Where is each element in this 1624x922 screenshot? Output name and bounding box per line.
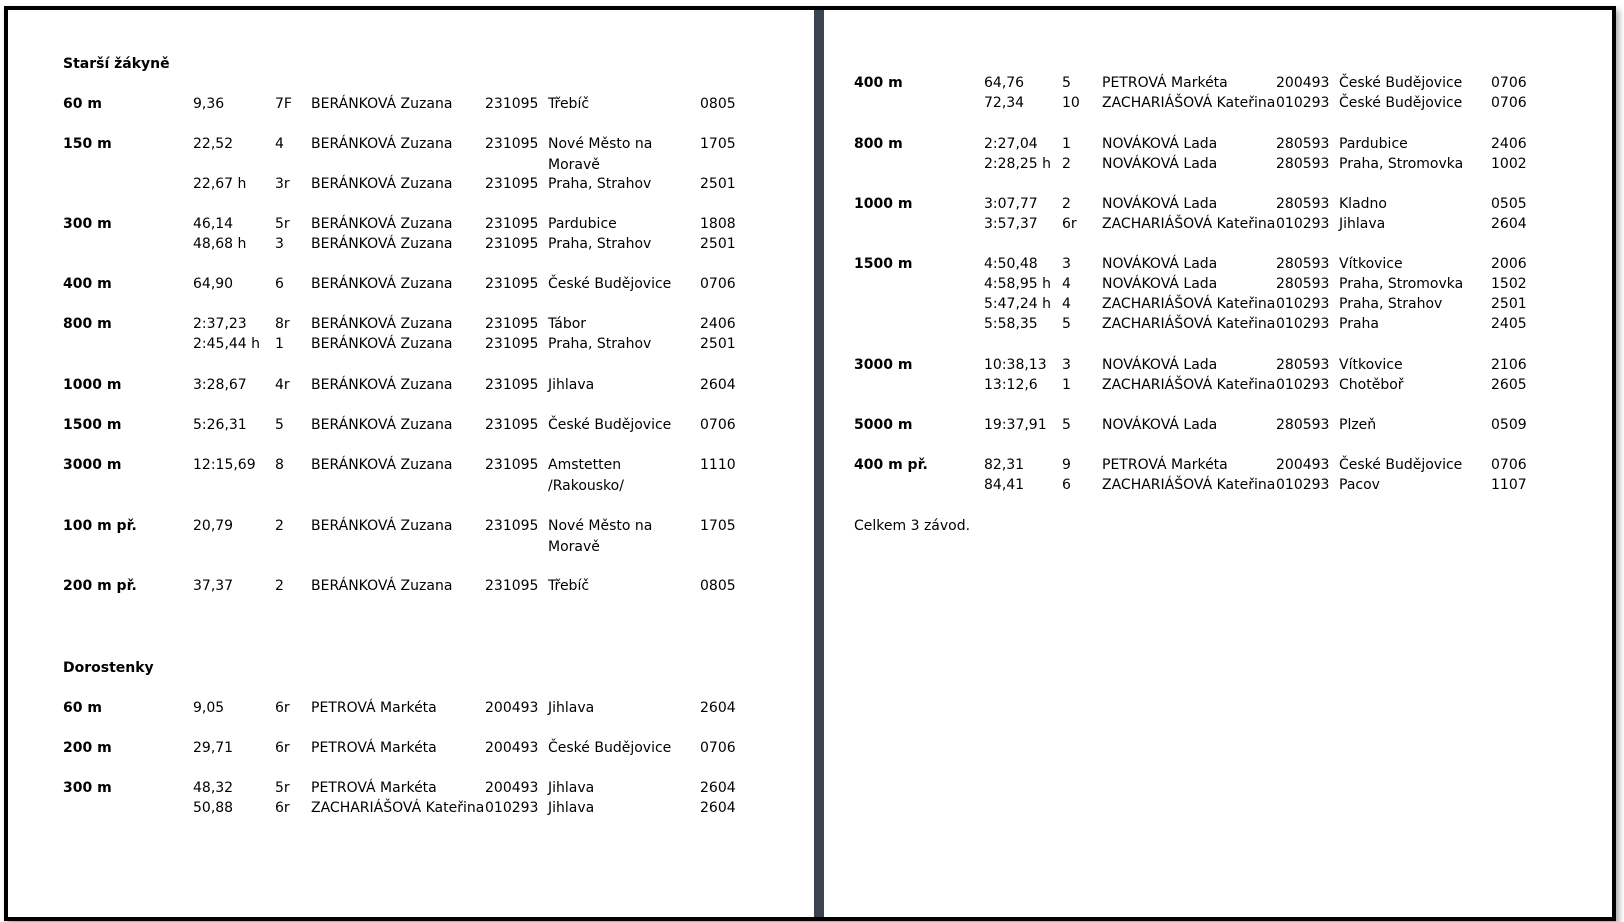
athlete-name-cell: NOVÁKOVÁ Lada (1102, 417, 1218, 433)
birthdate-cell: 010293 (1276, 216, 1330, 232)
event-cell: 400 m (854, 75, 903, 91)
place-cell: 2 (275, 518, 284, 534)
venue-cell: Amstetten /Rakousko/ (548, 457, 624, 494)
event-cell: 5000 m (854, 417, 913, 433)
athlete-name-cell: ZACHARIÁŠOVÁ Kateřina (1102, 216, 1276, 232)
time-cell: 64,90 (193, 276, 234, 292)
time-cell: 2:45,44 h (193, 336, 261, 352)
birthdate-cell: 231095 (485, 377, 539, 393)
date-cell: 1808 (700, 216, 736, 232)
place-cell: 5 (1062, 75, 1071, 91)
date-cell: 0706 (1491, 75, 1527, 91)
place-cell: 2 (1062, 156, 1071, 172)
time-cell: 22,67 h (193, 176, 247, 192)
time-cell: 48,68 h (193, 236, 247, 252)
date-cell: 2501 (1491, 296, 1527, 312)
date-cell: 0706 (1491, 95, 1527, 111)
time-cell: 12:15,69 (193, 457, 256, 473)
time-cell: 19:37,91 (984, 417, 1047, 433)
date-cell: 1110 (700, 457, 736, 473)
date-cell: 0706 (700, 740, 736, 756)
date-cell: 0805 (700, 96, 736, 112)
place-cell: 4 (275, 136, 284, 152)
time-cell: 13:12,6 (984, 377, 1038, 393)
date-cell: 2406 (1491, 136, 1527, 152)
athlete-name-cell: PETROVÁ Markéta (311, 780, 437, 796)
event-cell: 1500 m (63, 417, 122, 433)
venue-cell: Tábor (548, 316, 587, 332)
place-cell: 10 (1062, 95, 1080, 111)
athlete-name-cell: BERÁNKOVÁ Zuzana (311, 457, 453, 473)
venue-cell: Jihlava (548, 700, 595, 716)
birthdate-cell: 010293 (1276, 296, 1330, 312)
date-cell: 2406 (700, 316, 736, 332)
place-cell: 4r (275, 377, 290, 393)
event-cell: 60 m (63, 700, 102, 716)
birthdate-cell: 010293 (1276, 316, 1330, 332)
time-cell: 3:28,67 (193, 377, 247, 393)
birthdate-cell: 280593 (1276, 417, 1330, 433)
date-cell: 2006 (1491, 256, 1527, 272)
venue-cell: Jihlava (548, 377, 595, 393)
athlete-name-cell: BERÁNKOVÁ Zuzana (311, 417, 453, 433)
place-cell: 1 (1062, 377, 1071, 393)
athlete-name-cell: ZACHARIÁŠOVÁ Kateřina (311, 800, 485, 816)
athlete-name-cell: BERÁNKOVÁ Zuzana (311, 236, 453, 252)
page-right (824, 10, 1612, 917)
place-cell: 2 (1062, 196, 1071, 212)
athlete-name-cell: NOVÁKOVÁ Lada (1102, 156, 1218, 172)
event-cell: 1000 m (854, 196, 913, 212)
birthdate-cell: 231095 (485, 518, 539, 534)
venue-cell: České Budějovice (548, 276, 672, 292)
date-cell: 2405 (1491, 316, 1527, 332)
time-cell: 4:58,95 h (984, 276, 1052, 292)
venue-cell: Jihlava (1339, 216, 1386, 232)
birthdate-cell: 200493 (485, 700, 539, 716)
event-cell: 100 m př. (63, 518, 137, 534)
athlete-name-cell: BERÁNKOVÁ Zuzana (311, 136, 453, 152)
birthdate-cell: 231095 (485, 96, 539, 112)
birthdate-cell: 231095 (485, 236, 539, 252)
athlete-name-cell: BERÁNKOVÁ Zuzana (311, 518, 453, 534)
birthdate-cell: 231095 (485, 176, 539, 192)
athlete-name-cell: ZACHARIÁŠOVÁ Kateřina (1102, 316, 1276, 332)
venue-cell: Praha, Strahov (548, 176, 652, 192)
place-cell: 1 (1062, 136, 1071, 152)
athlete-name-cell: BERÁNKOVÁ Zuzana (311, 578, 453, 594)
time-cell: 72,34 (984, 95, 1025, 111)
event-cell: 400 m (63, 276, 112, 292)
athlete-name-cell: PETROVÁ Markéta (1102, 75, 1228, 91)
athlete-name-cell: BERÁNKOVÁ Zuzana (311, 336, 453, 352)
birthdate-cell: 280593 (1276, 196, 1330, 212)
venue-cell: Jihlava (548, 800, 595, 816)
birthdate-cell: 231095 (485, 417, 539, 433)
document-frame (4, 6, 1616, 921)
venue-cell: Praha (1339, 316, 1379, 332)
time-cell: 9,36 (193, 96, 225, 112)
time-cell: 3:57,37 (984, 216, 1038, 232)
date-cell: 0505 (1491, 196, 1527, 212)
athlete-name-cell: NOVÁKOVÁ Lada (1102, 256, 1218, 272)
time-cell: 5:47,24 h (984, 296, 1052, 312)
footer-total: Celkem 3 závod. (854, 518, 971, 534)
venue-cell: Jihlava (548, 780, 595, 796)
event-cell: 1500 m (854, 256, 913, 272)
time-cell: 46,14 (193, 216, 234, 232)
venue-cell: České Budějovice (548, 417, 672, 433)
place-cell: 3r (275, 176, 290, 192)
date-cell: 2604 (700, 780, 736, 796)
venue-cell: Praha, Strahov (1339, 296, 1443, 312)
time-cell: 2:37,23 (193, 316, 247, 332)
event-cell: 800 m (854, 136, 903, 152)
venue-cell: České Budějovice (548, 740, 672, 756)
date-cell: 2604 (700, 700, 736, 716)
athlete-name-cell: PETROVÁ Markéta (311, 740, 437, 756)
time-cell: 3:07,77 (984, 196, 1038, 212)
place-cell: 5 (1062, 316, 1071, 332)
event-cell: 200 m př. (63, 578, 137, 594)
place-cell: 5r (275, 216, 290, 232)
birthdate-cell: 200493 (485, 740, 539, 756)
date-cell: 1107 (1491, 477, 1527, 493)
date-cell: 0509 (1491, 417, 1527, 433)
date-cell: 2604 (1491, 216, 1527, 232)
time-cell: 82,31 (984, 457, 1025, 473)
date-cell: 0805 (700, 578, 736, 594)
birthdate-cell: 280593 (1276, 357, 1330, 373)
place-cell: 3 (1062, 256, 1071, 272)
place-cell: 6r (1062, 216, 1077, 232)
venue-cell: Praha, Strahov (548, 236, 652, 252)
place-cell: 6 (1062, 477, 1071, 493)
birthdate-cell: 231095 (485, 578, 539, 594)
event-cell: 3000 m (63, 457, 122, 473)
birthdate-cell: 231095 (485, 216, 539, 232)
event-cell: 150 m (63, 136, 112, 152)
birthdate-cell: 010293 (485, 800, 539, 816)
place-cell: 3 (275, 236, 284, 252)
place-cell: 6r (275, 800, 290, 816)
venue-cell: Praha, Stromovka (1339, 276, 1464, 292)
time-cell: 22,52 (193, 136, 234, 152)
birthdate-cell: 010293 (1276, 477, 1330, 493)
date-cell: 1705 (700, 518, 736, 534)
event-cell: 3000 m (854, 357, 913, 373)
venue-cell: České Budějovice (1339, 95, 1463, 111)
venue-cell: Třebíč (548, 96, 590, 112)
athlete-name-cell: ZACHARIÁŠOVÁ Kateřina (1102, 296, 1276, 312)
birthdate-cell: 231095 (485, 136, 539, 152)
time-cell: 50,88 (193, 800, 234, 816)
athlete-name-cell: BERÁNKOVÁ Zuzana (311, 316, 453, 332)
time-cell: 2:28,25 h (984, 156, 1052, 172)
date-cell: 2605 (1491, 377, 1527, 393)
event-cell: 800 m (63, 316, 112, 332)
date-cell: 1502 (1491, 276, 1527, 292)
place-cell: 8r (275, 316, 290, 332)
date-cell: 0706 (1491, 457, 1527, 473)
place-cell: 5 (1062, 417, 1071, 433)
time-cell: 64,76 (984, 75, 1025, 91)
venue-cell: Chotěboř (1339, 377, 1404, 393)
birthdate-cell: 231095 (485, 316, 539, 332)
birthdate-cell: 231095 (485, 457, 539, 473)
athlete-name-cell: NOVÁKOVÁ Lada (1102, 196, 1218, 212)
event-cell: 400 m př. (854, 457, 928, 473)
time-cell: 5:26,31 (193, 417, 247, 433)
place-cell: 5r (275, 780, 290, 796)
venue-cell: Praha, Stromovka (1339, 156, 1464, 172)
athlete-name-cell: ZACHARIÁŠOVÁ Kateřina (1102, 477, 1276, 493)
time-cell: 84,41 (984, 477, 1025, 493)
birthdate-cell: 200493 (485, 780, 539, 796)
athlete-name-cell: PETROVÁ Markéta (311, 700, 437, 716)
date-cell: 1705 (700, 136, 736, 152)
section-title-dorostenky: Dorostenky (63, 660, 154, 676)
place-cell: 6r (275, 700, 290, 716)
place-cell: 7F (275, 96, 292, 112)
time-cell: 10:38,13 (984, 357, 1047, 373)
venue-cell: Vítkovice (1339, 256, 1403, 272)
page-left (8, 10, 814, 917)
athlete-name-cell: BERÁNKOVÁ Zuzana (311, 96, 453, 112)
birthdate-cell: 280593 (1276, 256, 1330, 272)
venue-cell: Nové Město na Moravě (548, 518, 653, 555)
athlete-name-cell: NOVÁKOVÁ Lada (1102, 357, 1218, 373)
athlete-name-cell: ZACHARIÁŠOVÁ Kateřina (1102, 95, 1276, 111)
time-cell: 5:58,35 (984, 316, 1038, 332)
place-cell: 6r (275, 740, 290, 756)
time-cell: 48,32 (193, 780, 234, 796)
birthdate-cell: 280593 (1276, 276, 1330, 292)
venue-cell: Plzeň (1339, 417, 1377, 433)
date-cell: 2501 (700, 236, 736, 252)
venue-cell: Pardubice (1339, 136, 1408, 152)
venue-cell: Pardubice (548, 216, 617, 232)
place-cell: 5 (275, 417, 284, 433)
athlete-name-cell: BERÁNKOVÁ Zuzana (311, 176, 453, 192)
event-cell: 60 m (63, 96, 102, 112)
birthdate-cell: 231095 (485, 336, 539, 352)
section-title-starsi-zakyne: Starší žákyně (63, 56, 170, 72)
birthdate-cell: 280593 (1276, 136, 1330, 152)
venue-cell: Vítkovice (1339, 357, 1403, 373)
venue-cell: Nové Město na Moravě (548, 136, 653, 173)
venue-cell: Třebíč (548, 578, 590, 594)
time-cell: 9,05 (193, 700, 225, 716)
place-cell: 2 (275, 578, 284, 594)
time-cell: 37,37 (193, 578, 234, 594)
venue-cell: Kladno (1339, 196, 1387, 212)
date-cell: 2604 (700, 377, 736, 393)
date-cell: 0706 (700, 417, 736, 433)
athlete-name-cell: BERÁNKOVÁ Zuzana (311, 377, 453, 393)
athlete-name-cell: NOVÁKOVÁ Lada (1102, 136, 1218, 152)
time-cell: 20,79 (193, 518, 234, 534)
event-cell: 1000 m (63, 377, 122, 393)
time-cell: 29,71 (193, 740, 234, 756)
place-cell: 9 (1062, 457, 1071, 473)
date-cell: 2106 (1491, 357, 1527, 373)
birthdate-cell: 200493 (1276, 75, 1330, 91)
athlete-name-cell: BERÁNKOVÁ Zuzana (311, 216, 453, 232)
place-cell: 3 (1062, 357, 1071, 373)
birthdate-cell: 231095 (485, 276, 539, 292)
date-cell: 0706 (700, 276, 736, 292)
venue-cell: České Budějovice (1339, 75, 1463, 91)
event-cell: 300 m (63, 780, 112, 796)
venue-cell: Pacov (1339, 477, 1380, 493)
place-cell: 8 (275, 457, 284, 473)
place-cell: 1 (275, 336, 284, 352)
venue-cell: Praha, Strahov (548, 336, 652, 352)
page-divider (814, 10, 824, 917)
birthdate-cell: 200493 (1276, 457, 1330, 473)
date-cell: 2604 (700, 800, 736, 816)
athlete-name-cell: PETROVÁ Markéta (1102, 457, 1228, 473)
event-cell: 300 m (63, 216, 112, 232)
date-cell: 2501 (700, 336, 736, 352)
athlete-name-cell: NOVÁKOVÁ Lada (1102, 276, 1218, 292)
place-cell: 4 (1062, 276, 1071, 292)
event-cell: 200 m (63, 740, 112, 756)
birthdate-cell: 280593 (1276, 156, 1330, 172)
birthdate-cell: 010293 (1276, 377, 1330, 393)
birthdate-cell: 010293 (1276, 95, 1330, 111)
date-cell: 2501 (700, 176, 736, 192)
time-cell: 4:50,48 (984, 256, 1038, 272)
place-cell: 4 (1062, 296, 1071, 312)
time-cell: 2:27,04 (984, 136, 1038, 152)
place-cell: 6 (275, 276, 284, 292)
venue-cell: České Budějovice (1339, 457, 1463, 473)
athlete-name-cell: BERÁNKOVÁ Zuzana (311, 276, 453, 292)
athlete-name-cell: ZACHARIÁŠOVÁ Kateřina (1102, 377, 1276, 393)
date-cell: 1002 (1491, 156, 1527, 172)
